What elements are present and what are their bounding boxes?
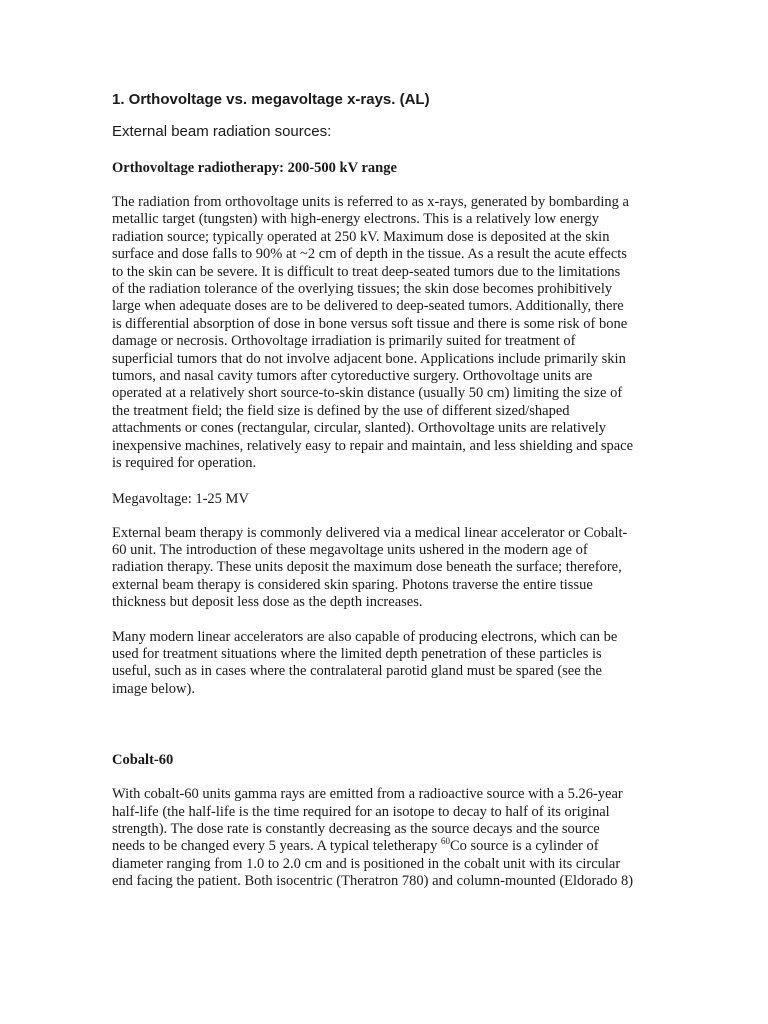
text-fragment: Co source is a cylinder of: [449, 838, 599, 855]
paragraph-line: operated at a relatively short source-to-skin distance (usually 50 cm) limiting the size of: [112, 385, 623, 402]
paragraph-line: External beam therapy is commonly delivered via a medical linear accelerator or Cobalt-: [112, 524, 628, 541]
paragraph-line: superficial tumors that do not involve adjacent bone. Applications include primarily skin: [112, 350, 626, 367]
isotope-superscript: 60: [440, 836, 450, 847]
paragraph-line: radiation source; typically operated at 250 kV. Maximum dose is deposited at the skin: [112, 228, 610, 245]
paragraph-line: image below).: [112, 680, 195, 697]
paragraph-line: to the skin can be severe. It is difficult to treat deep-seated tumors due to the limitations: [112, 263, 621, 280]
paragraph-line: attachments or cones (rectangular, circular, slanted). Orthovoltage units are relatively: [112, 420, 607, 437]
spacer: [112, 715, 660, 751]
paragraph-line: used for treatment situations where the limited depth penetration of these particles is: [112, 645, 602, 662]
paragraph-line: surface and dose falls to 90% at ~2 cm of depth in the tissue. As a result the acute effects: [112, 246, 627, 263]
paragraph-line: damage or necrosis. Orthovoltage irradiation is primarily suited for treatment of: [112, 333, 576, 350]
paragraph-line: Many modern linear accelerators are also capable of producing electrons, which can be: [112, 628, 618, 645]
paragraph-line: large when adequate doses are to be delivered to deep-seated tumors. Additionally, there: [112, 298, 624, 315]
section-subtitle: External beam radiation sources:: [112, 123, 332, 140]
orthovoltage-heading: Orthovoltage radiotherapy: 200-500 kV range: [112, 160, 397, 176]
document-body: [112, 90, 660, 908]
cobalt-paragraph: [112, 786, 660, 890]
paragraph-line: [112, 838, 660, 855]
paragraph-line: 60 unit. The introduction of these megavoltage units ushered in the modern age of: [112, 541, 588, 558]
paragraph-line: The radiation from orthovoltage units is referred to as x-rays, generated by bombarding a: [112, 194, 629, 210]
paragraph-line: strength). The dose rate is constantly decreasing as the source decays and the source: [112, 820, 600, 837]
paragraph-line: tumors, and nasal cavity tumors after cytoreductive surgery. Orthovoltage units are: [112, 368, 593, 385]
paragraph-line: diameter ranging from 1.0 to 2.0 cm and is positioned in the cobalt unit with its circular: [112, 855, 621, 872]
paragraph-line: end facing the patient. Both isocentric (Theratron 780) and column-mounted (Eldorado 8): [112, 873, 634, 890]
paragraph-line: the treatment field; the field size is defined by the use of different sized/shaped: [112, 402, 570, 419]
paragraph-line: is required for operation.: [112, 455, 257, 472]
section-title: 1. Orthovoltage vs. megavoltage x-rays. (AL): [112, 91, 430, 108]
paragraph-line: With cobalt-60 units gamma rays are emitted from a radioactive source with a 5.26-year: [112, 786, 623, 803]
megavoltage-paragraph-2: [112, 629, 660, 699]
paragraph-line: half-life (the half-life is the time required for an isotope to decay to half of its original: [112, 803, 610, 820]
orthovoltage-paragraph: [112, 194, 660, 473]
megavoltage-paragraph-1: [112, 525, 660, 612]
paragraph-line: is differential absorption of dose in bone versus soft tissue and there is some risk of bone: [112, 315, 628, 332]
paragraph-line: of the radiation tolerance of the overlying tissues; the skin dose becomes prohibitively: [112, 281, 613, 298]
paragraph-line: external beam therapy is considered skin sparing. Photons traverse the entire tissue: [112, 576, 593, 593]
paragraph-line: thickness but deposit less dose as the depth increases.: [112, 594, 423, 611]
paragraph-line: radiation therapy. These units deposit the maximum dose beneath the surface; therefore,: [112, 559, 622, 576]
megavoltage-heading: Megavoltage: 1-25 MV: [112, 490, 249, 507]
cobalt-heading: Cobalt-60: [112, 752, 174, 769]
paragraph-line: metallic target (tungsten) with high-energy electrons. This is a relatively low energy: [112, 211, 599, 228]
text-fragment: needs to be changed every 5 years. A typical teletherapy: [112, 838, 441, 855]
paragraph-line: useful, such as in cases where the contralateral parotid gland must be spared (see the: [112, 663, 602, 680]
paragraph-line: inexpensive machines, relatively easy to repair and maintain, and less shielding and space: [112, 437, 634, 454]
